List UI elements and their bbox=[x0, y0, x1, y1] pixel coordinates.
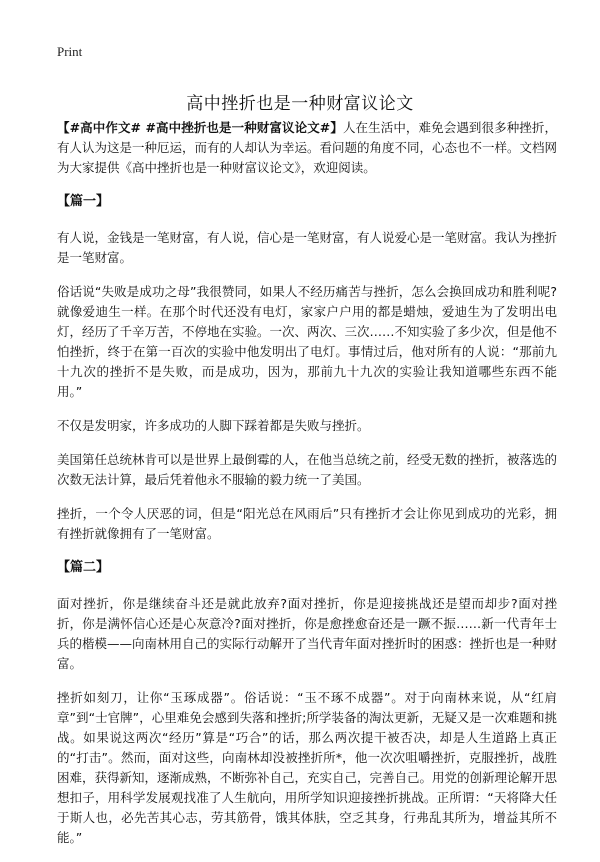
paragraph: 美国第任总统林肯可以是世界上最倒霉的人，在他当总统之前，经受无数的挫折，被落选的次数无法计算，最后凭着他永不服输的毅力统一了美国。 bbox=[57, 452, 558, 487]
paragraph: 有人说，金钱是一笔财富，有人说，信心是一笔财富，有人说爱心是一笔财富。我认为挫折是一笔财富。 bbox=[57, 230, 558, 265]
section-heading-2: 【篇二】 bbox=[57, 560, 110, 575]
page-title: 高中挫折也是一种财富议论文 bbox=[186, 94, 414, 115]
paragraph: 面对挫折，你是继续奋斗还是就此放弃?面对挫折，你是迎接挑战还是望而却步?面对挫折，你是满怀信心还是心灰意冷?面对挫折，你是愈挫愈奋还是一蹶不振……新一代青年士兵的楷模——向南林用自己的实际行动解开了当代青年面对挫折时的困惑：挫折也是一种财富。 bbox=[57, 596, 558, 671]
intro-text: 人在生活中，难免会遇到很多种挫折，有人认为这是一种厄运，而有的人却认为幸运。看问题的角度不同，心态也不一样。文档网为大家提供《高中挫折也是一种财富议论文》，欢迎阅读。 bbox=[57, 120, 558, 175]
paragraph: 俗话说“失败是成功之母”我很赞同，如果人不经历痛苦与挫折，怎么会换回成功和胜利呢?就像爱迪生一样。在那个时代还没有电灯，家家户户用的都是蜡烛，爱迪生为了发明出电灯，经历了千辛万苦，不停地在实验。一次、两次、三次……不知实验了多少次，但是他不怕挫折，终于在第一百次的实验中他发明出了电灯。事情过后，他对所有的人说：“那前九十九次的挫折不是失败，而是成功，因为，那前九十九次的实验让我知道哪些东西不能用。” bbox=[57, 284, 558, 399]
article-body bbox=[57, 118, 557, 862]
paragraph: 挫折如刻刀，让你“玉琢成器”。俗话说：“玉不琢不成器”。对于向南林来说，从“红肩章”到“士官牌”，心里难免会感到失落和挫折;所学装备的淘汰更新，无疑又是一次难题和挑战。如果说这两次“经历”算是“巧合”的话，那么两次提干被否决，却是人生道路上真正的“打击”。然而，面对这些，向南林却没被挫折所*，他一次次咀嚼挫折，克服挫折，战胜困难，获得新知，逐渐成熟，不断弥补自己，充实自己，完善自己。用党的创新理论解开思想扣子，用科学发展观找准了人生航向，用所学知识迎接挫折挑战。正所谓：“天将降大任于斯人也，必先苦其心志，劳其筋骨，饿其体肤，空乏其身，行弗乱其所为，增益其所不能。” bbox=[57, 690, 558, 845]
print-label: Print bbox=[57, 44, 83, 59]
intro-tags: 【#高中作文# #高中挫折也是一种财富议论文#】 bbox=[57, 120, 343, 135]
intro-paragraph bbox=[57, 118, 557, 178]
section-heading-1: 【篇一】 bbox=[57, 194, 110, 209]
paragraph: 挫折，一个令人厌恶的词，但是“阳光总在风雨后”只有挫折才会让你见到成功的光彩，拥有挫折就像拥有了一笔财富。 bbox=[57, 506, 557, 541]
paragraph: 不仅是发明家，许多成功的人脚下踩着都是失败与挫折。 bbox=[57, 418, 370, 433]
